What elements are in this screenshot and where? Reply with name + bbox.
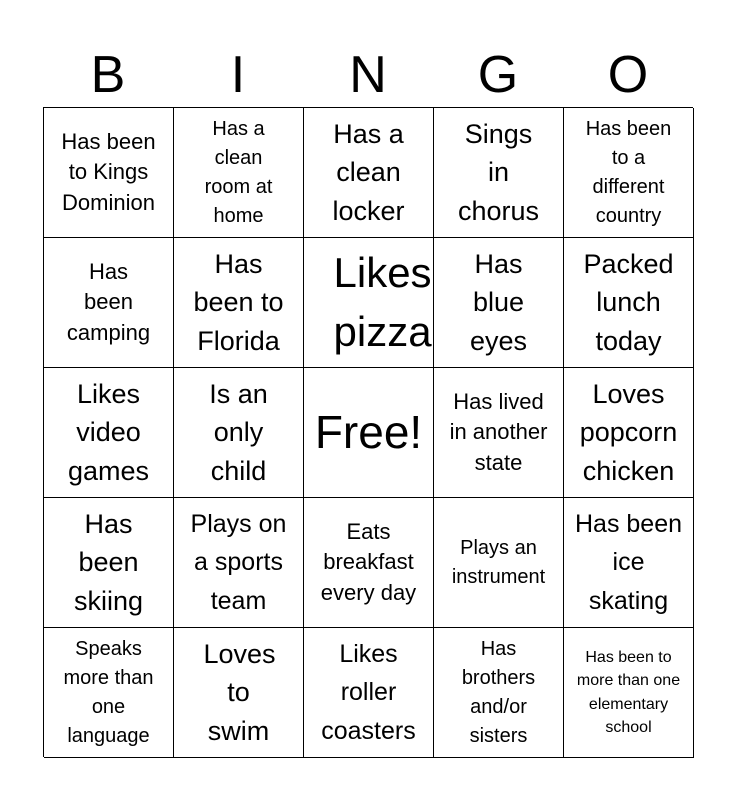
cell-text: Has been ice skating (574, 510, 683, 615)
cell-text: Likes roller coasters (321, 640, 416, 745)
bingo-cell[interactable] (304, 498, 434, 628)
cell-text: Has been to Florida (193, 248, 284, 356)
bingo-cell[interactable] (434, 238, 564, 368)
bingo-cell[interactable] (174, 238, 304, 368)
bingo-cell[interactable] (44, 238, 174, 368)
bingo-cell[interactable] (434, 368, 564, 498)
cell-text: Has been to more than one elementary school (576, 649, 681, 736)
cell-text: Has a clean locker (332, 118, 405, 226)
cell-text: Loves popcorn chicken (579, 378, 678, 486)
bingo-cell[interactable] (564, 628, 694, 758)
bingo-cell[interactable] (44, 628, 174, 758)
bingo-cell[interactable] (44, 498, 174, 628)
bingo-cell[interactable] (434, 108, 564, 238)
header-letter-n: N (349, 46, 387, 104)
bingo-cell[interactable] (174, 498, 304, 628)
bingo-header (43, 44, 693, 106)
cell-text: Packed lunch today (583, 248, 674, 356)
cell-text: Has been skiing (73, 508, 144, 616)
cell-text: Speaks more than one language (63, 637, 154, 747)
cell-text: Has a clean room at home (204, 117, 273, 227)
cell-text: Likes video games (67, 378, 150, 486)
cell-text: Sings in chorus (457, 118, 540, 226)
cell-text: Loves to swim (203, 638, 276, 746)
bingo-card (43, 107, 693, 757)
header-letter-i: I (230, 46, 246, 104)
cell-text: Plays an instrument (451, 536, 546, 588)
cell-text: Free! (314, 405, 423, 458)
cell-text: Has been to Kings Dominion (61, 128, 156, 215)
bingo-cell[interactable] (564, 498, 694, 628)
cell-text: Plays on a sports team (190, 510, 287, 615)
cell-text: Has been to a different country (585, 117, 672, 227)
cell-text: Likes pizza (333, 248, 432, 355)
cell-text: Has brothers and/or sisters (461, 637, 536, 747)
cell-text: Has been camping (66, 258, 151, 345)
bingo-cell[interactable] (434, 498, 564, 628)
bingo-cell[interactable] (174, 368, 304, 498)
bingo-cell[interactable] (564, 238, 694, 368)
bingo-cell[interactable] (174, 108, 304, 238)
bingo-cell[interactable] (44, 108, 174, 238)
cell-text: Has blue eyes (469, 248, 528, 356)
bingo-cell[interactable] (44, 368, 174, 498)
bingo-cell[interactable] (304, 238, 434, 368)
bingo-cell[interactable] (174, 628, 304, 758)
cell-text: Eats breakfast every day (320, 518, 417, 605)
bingo-cell[interactable] (564, 368, 694, 498)
free-space[interactable] (304, 368, 434, 498)
header-letter-g: G (477, 46, 519, 104)
bingo-cell[interactable] (434, 628, 564, 758)
bingo-cell[interactable] (304, 108, 434, 238)
header-letter-b: B (90, 46, 126, 104)
bingo-cell[interactable] (304, 628, 434, 758)
cell-text: Has lived in another state (449, 388, 548, 475)
bingo-cell[interactable] (564, 108, 694, 238)
header-letter-o: O (607, 46, 649, 104)
cell-text: Is an only child (209, 378, 268, 486)
